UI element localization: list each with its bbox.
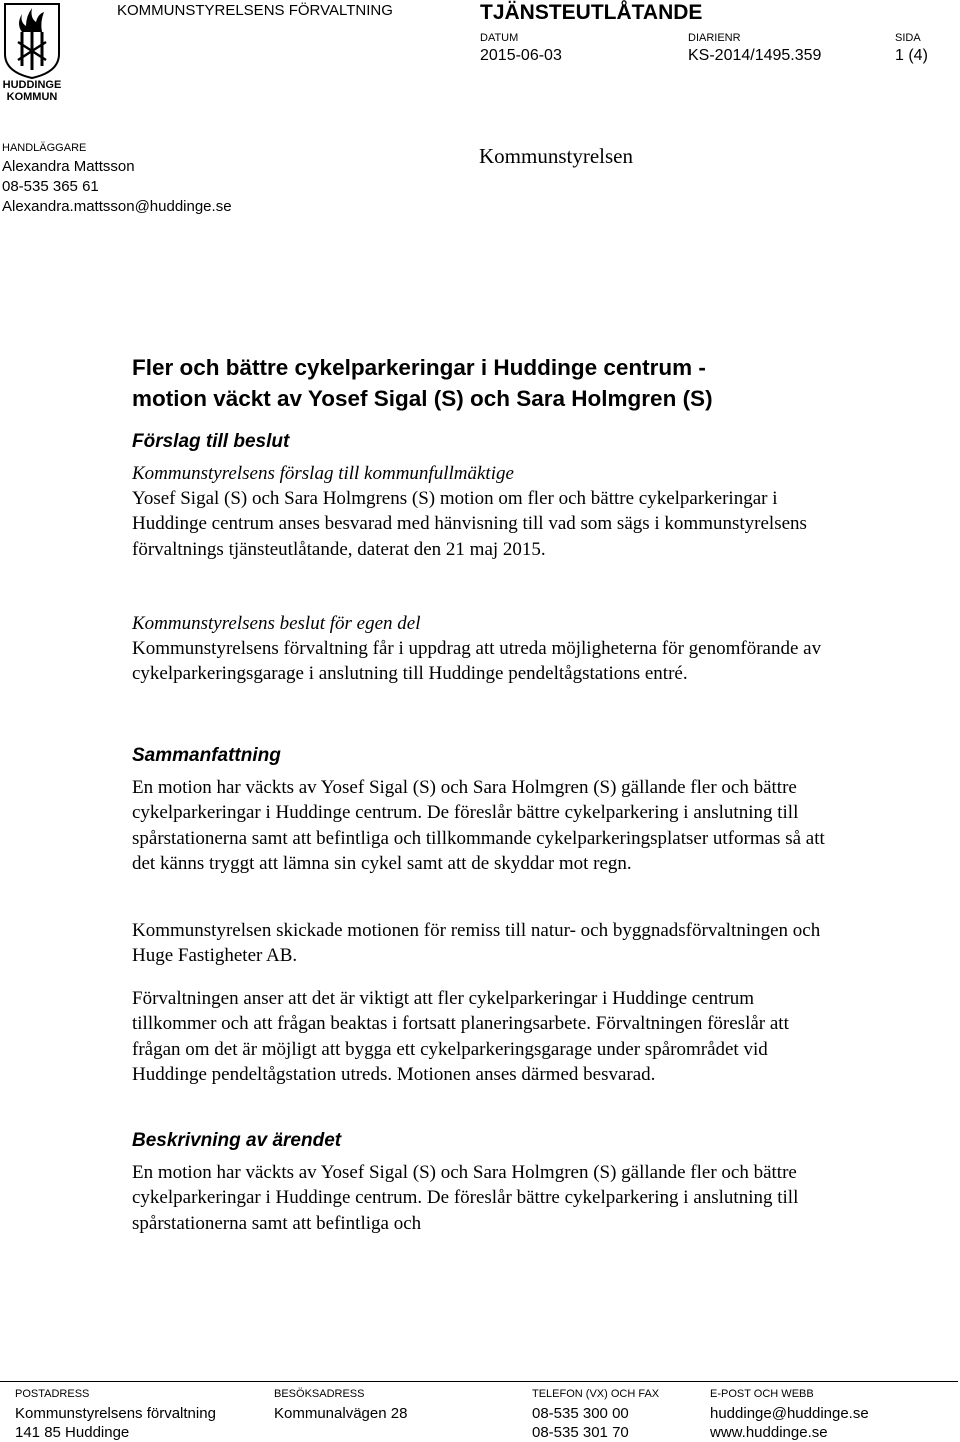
logo-text-1: HUDDINGE (2, 79, 62, 91)
proposal-subheading-2: Kommunstyrelsens beslut för egen del (132, 613, 421, 634)
footer-phone (532, 1404, 629, 1442)
footer-phone-label: TELEFON (VX) OCH FAX (532, 1388, 660, 1400)
handler-email: Alexandra.mattsson@huddinge.se (2, 198, 232, 215)
document-type: TJÄNSTEUTLÅTANDE (480, 1, 703, 24)
coat-of-arms-icon (2, 2, 64, 102)
recipient: Kommunstyrelsen (479, 144, 633, 168)
summary-paragraph-1: En motion har väckts av Yosef Sigal (S) och Sara Holmgren (S) gällande fler och bättre cykelparkeringar i Huddinge centrum. De föreslår bättre cykelparkering i anslutning till spårstationerna samt att befintliga och tillkommande cykelparkeringsplatser utformas så att det känns tryggt att lämna sin cykel samt att de skyddar mot regn. (132, 777, 825, 874)
footer-phone-line-1: 08-535 300 00 (532, 1405, 629, 1422)
footer-postal-label: POSTADRESS (15, 1388, 90, 1400)
reference-label: DIARIENR (688, 32, 741, 44)
footer-web (710, 1404, 869, 1442)
footer-website-link[interactable]: www.huddinge.se (710, 1424, 828, 1441)
handler-name: Alexandra Mattsson (2, 158, 135, 175)
proposal-subheading-1: Kommunstyrelsens förslag till kommunfullmäktige (132, 463, 514, 484)
page-label: SIDA (895, 32, 921, 44)
footer-visit (274, 1404, 407, 1423)
municipality-logo (2, 2, 64, 102)
summary-paragraph-3: Förvaltningen anser att det är viktigt att fler cykelparkeringar i Huddinge centrum tillkommer och att frågan beaktas i fortsatt planeringsarbete. Förvaltningen föreslår att frågan om det är möjligt att bygga ett cykelparkeringsgarage under spårområdet vid Huddinge pendeltågstation utreds. Motionen anses därmed besvarad. (132, 988, 789, 1085)
title-line-2: motion väckt av Yosef Sigal (S) och Sara Holmgren (S) (132, 386, 713, 411)
footer-postal (15, 1404, 216, 1442)
date-label: DATUM (480, 32, 519, 44)
handler-phone: 08-535 365 61 (2, 178, 99, 195)
handler-block (2, 157, 232, 217)
document-title (132, 352, 713, 414)
footer-web-label: E-POST OCH WEBB (710, 1388, 814, 1400)
description-paragraph-1: En motion har väckts av Yosef Sigal (S) och Sara Holmgren (S) gällande fler och bättre cykelparkeringar i Huddinge centrum. De föreslår bättre cykelparkering i anslutning till spårstationerna samt att befintliga och (132, 1162, 799, 1234)
handler-label: HANDLÄGGARE (2, 142, 87, 154)
footer-postal-line-2: 141 85 Huddinge (15, 1424, 130, 1441)
footer-email-link[interactable]: huddinge@huddinge.se (710, 1405, 869, 1422)
footer-visit-label: BESÖKSADRESS (274, 1388, 365, 1400)
footer-phone-line-2: 08-535 301 70 (532, 1424, 629, 1441)
reference-value: KS-2014/1495.359 (688, 47, 822, 64)
proposal-text-2: Kommunstyrelsens förvaltning får i uppdrag att utreda möjligheterna för genomförande av cykelparkeringsgarage i anslutning till Huddinge pendeltågstations entré. (132, 638, 822, 685)
proposal-text-1: Yosef Sigal (S) och Sara Holmgrens (S) motion om fler och bättre cykelparkeringar i Huddinge centrum anses besvarad med hänvisning till vad som sägs i kommunstyrelsens förvaltnings tjänsteutlåtande, daterat den 21 maj 2015. (132, 488, 807, 560)
footer-visit-line-1: Kommunalvägen 28 (274, 1405, 408, 1422)
organization-name: KOMMUNSTYRELSENS FÖRVALTNING (117, 2, 393, 19)
description-heading: Beskrivning av ärendet (132, 1130, 342, 1151)
page-value: 1 (4) (895, 47, 928, 64)
footer-postal-line-1: Kommunstyrelsens förvaltning (15, 1405, 216, 1422)
summary-heading: Sammanfattning (132, 745, 281, 766)
title-line-1: Fler och bättre cykelparkeringar i Huddinge centrum - (132, 355, 706, 380)
proposal-heading: Förslag till beslut (132, 431, 290, 452)
date-value: 2015-06-03 (480, 47, 562, 64)
summary-paragraph-2: Kommunstyrelsen skickade motionen för remiss till natur- och byggnadsförvaltningen och Huge Fastigheter AB. (132, 920, 821, 967)
logo-text-2: KOMMUN (6, 91, 58, 102)
footer-divider (0, 1381, 958, 1382)
